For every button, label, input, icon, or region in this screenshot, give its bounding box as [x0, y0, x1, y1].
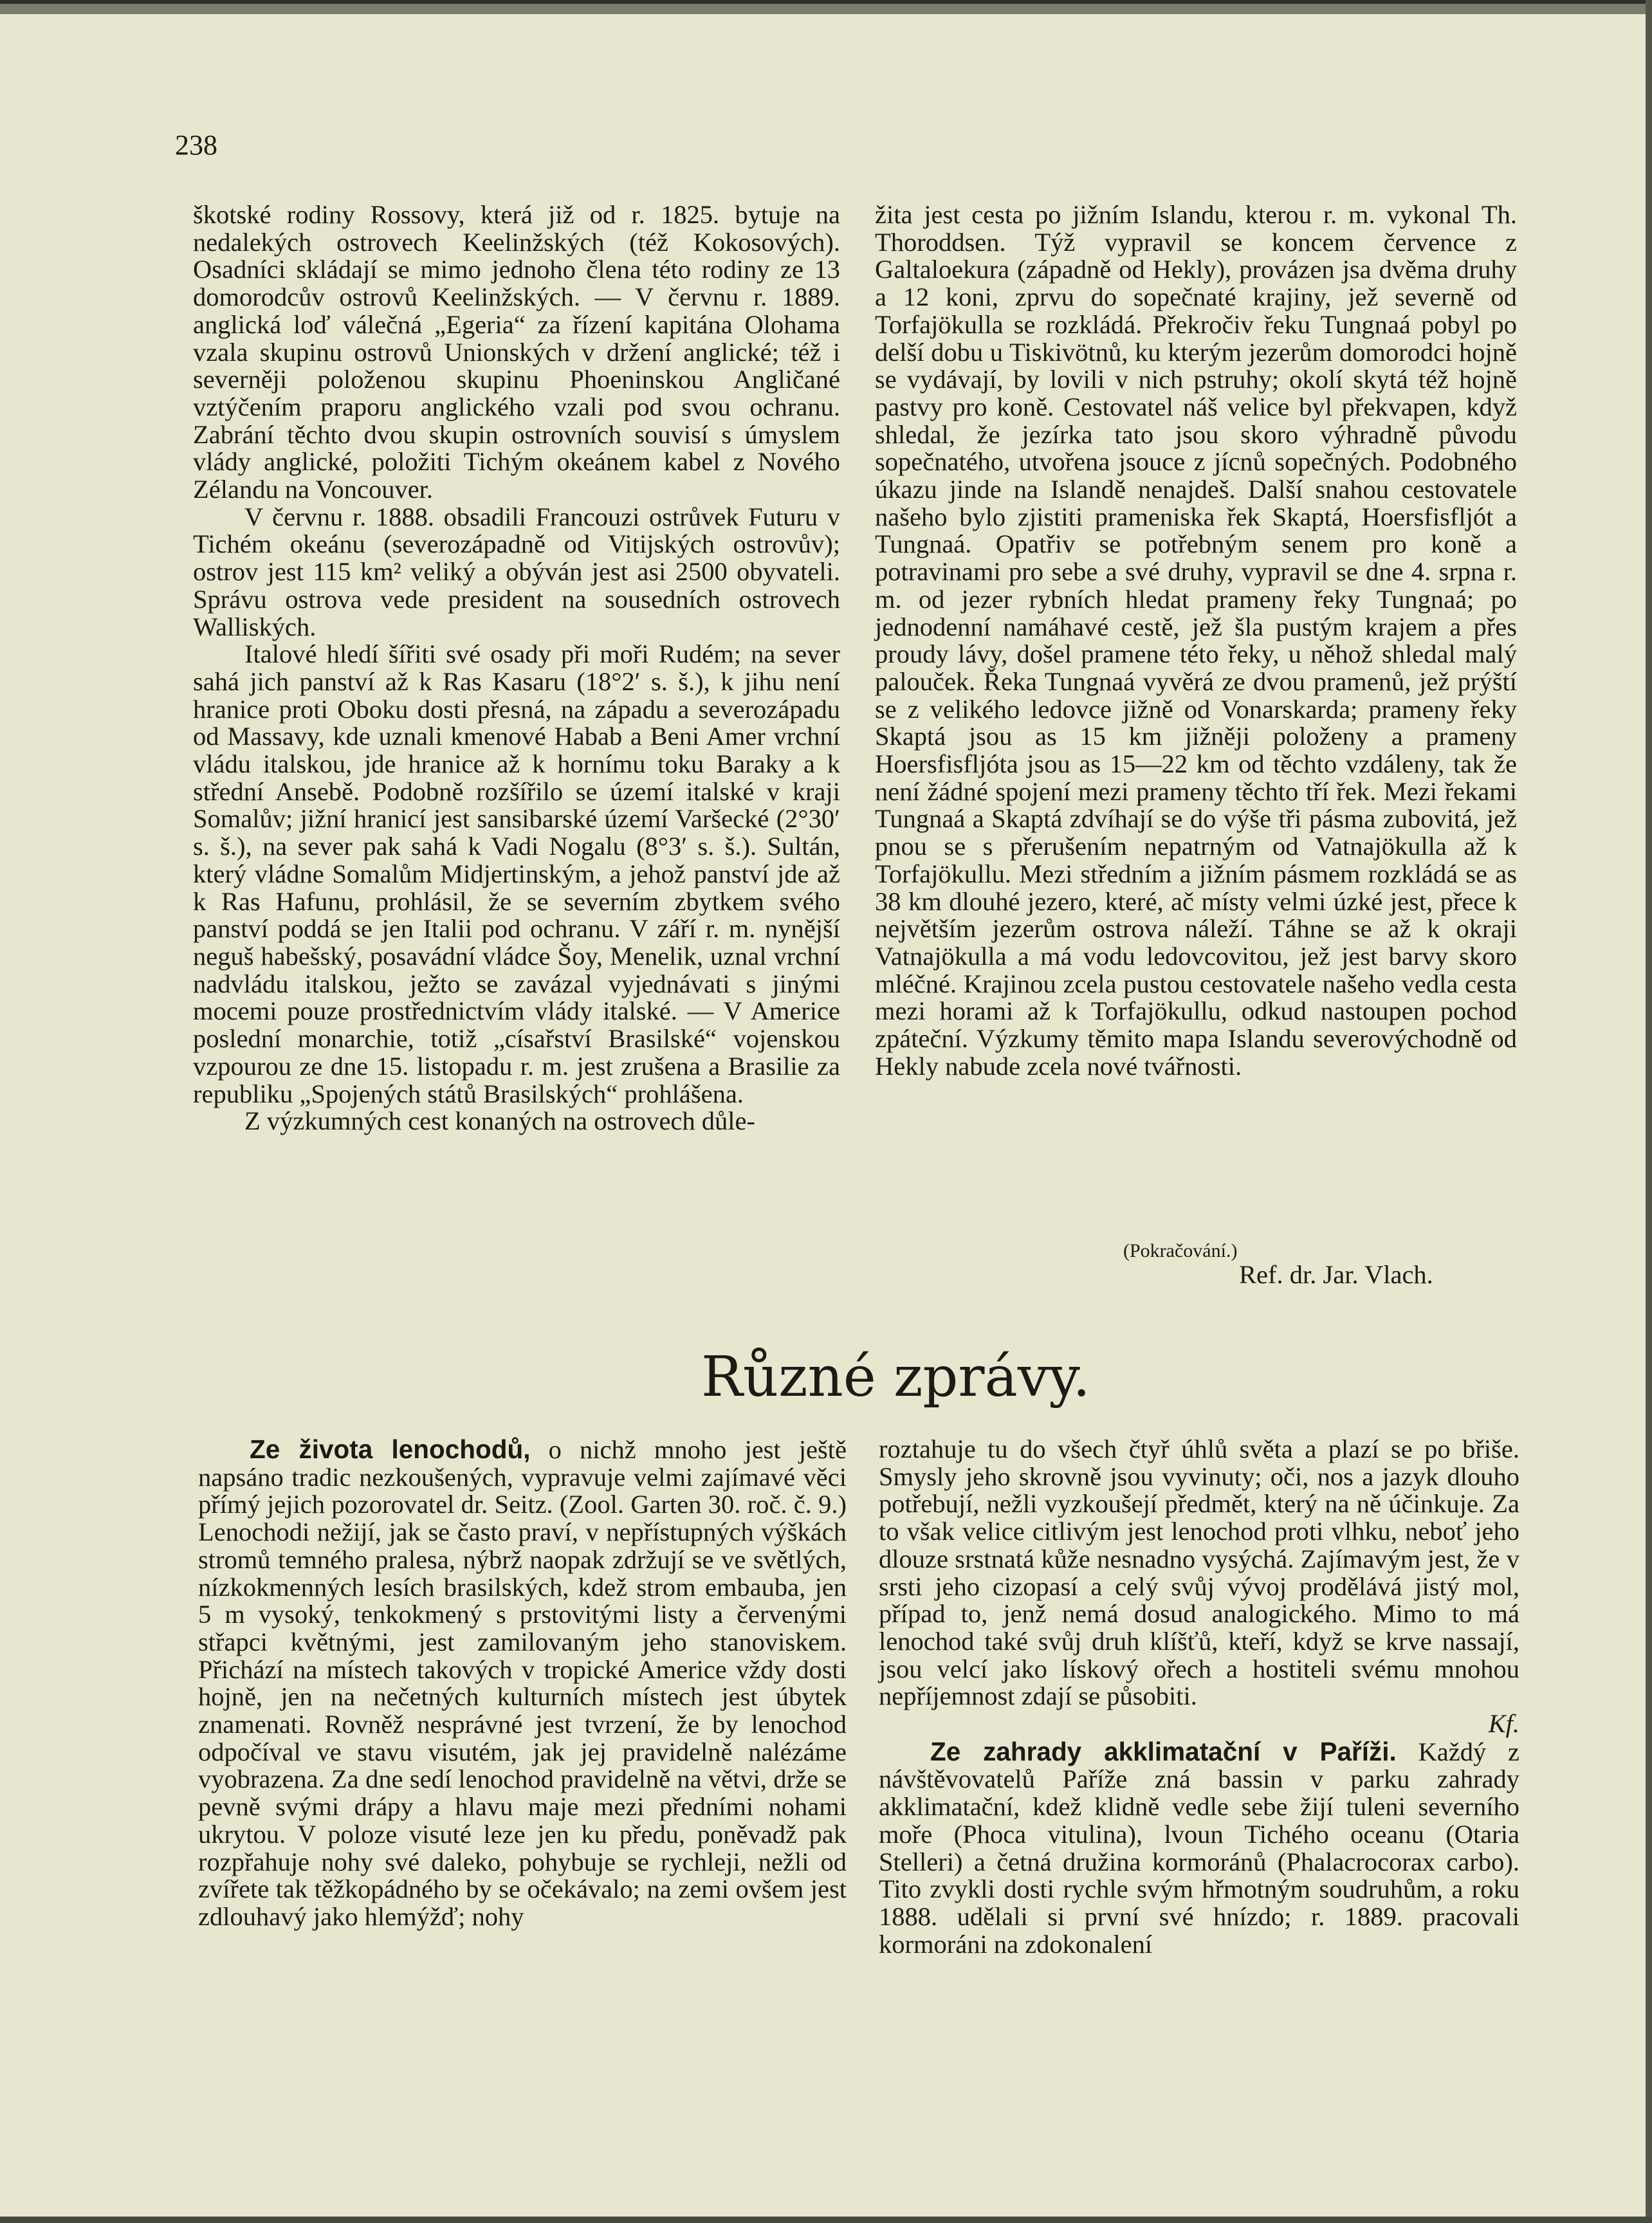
- article-signature: Ref. dr. Jar. Vlach.: [1239, 1260, 1433, 1289]
- article-paragraph: žita jest cesta po jižním Islandu, kterou r. m. vykonal Th. Thoroddsen. Týž vypravil se koncem července z Galtaloekura (západně od Hekly), provázen jsa dvěma druhy a 12 koni, zprvu do sopečnaté krajiny, jež severně od Torfajökulla se rozkládá. Překročiv řeku Tungnaá pobyl po delší dobu u Tiskivötnů, ku kterým jezerům domorodci hojně se vydávají, by lovili v nich pstruhy; okolí skytá též hojně pastvy pro koně. Cestovatel náš velice byl překvapen, když shledal, že jezírka tato jsou skoro výhradně původu sopečnatého, utvořena jsouce z jícnů sopečných. Podobného úkazu jinde na Islandě nenajdeš. Další snahou cestovatele našeho bylo zjistiti prameniska řek Skaptá, Hoersfisfljót a Tungnaá. Opatřiv se potřebným senem pro koně a potravinami pro sebe a své druhy, vypravil se dne 4. srpna r. m. od jezer rybních hledat prameny řeky Tungnaá; po jednodenní namáhavé cestě, jež šla pustým krajem a přes proudy lávy, došel pramene této řeky, u něhož shledal malý palouček. Řeka Tungnaá vyvěrá ze dvou pramenů, jež prýští se z velikého ledovce jižně od Vonarskarda; prameny řeky Skaptá jsou as 15 km jižněji položeny a prameny Hoersfisfljóta jsou as 15—22 km od těchto vzdáleny, tak že není žádné spojení mezi prameny těchto tří řek. Mezi řekami Tungnaá a Skaptá zdvíhají se do výše tři pásma zubovitá, jež pnou se s přerušením nepatrným od Vatnajökulla až k Torfajökullu. Mezi středním a jižním pásmem rozkládá se as 38 km dlouhé jezero, které, ač místy velmi úzké jest, přece k největším jezerům ostrova náleží. Táhne se až k okraji Vatnajökulla a má vodu ledovcovitou, jež jest barvy skoro mléčné. Krajinou zcela pustou cestovatele našeho vedla cesta mezi horami až k Torfajökullu, odkud nastoupen pochod zpáteční. Výzkumy těmito mapa Islandu severovýchodně od Hekly nabude zcela nové tvářnosti.: [875, 200, 1517, 1081]
- news-left-column: [198, 1436, 847, 2111]
- news-item-sloths: [198, 1436, 847, 1931]
- article-paragraph: škotské rodiny Rossovy, která již od r. 1825. bytuje na nedalekých ostrovech Keelinžských (též Kokosových). Osadníci skládají se mimo jednoho člena této rodiny ze 13 domorodcův ostrovů Keelinžských. — V červnu r. 1889. anglická loď válečná „Egeria“ za řízení kapitána Olohama vzala skupinu ostrovů Unionských v držení anglické; též i severněji položenou skupinu Phoeninskou Angličané vztýčením praporu anglického vzali pod svou ochranu. Zabrání těchto dvou skupin ostrovních souvisí s úmyslem vlády anglické, položiti Tichým okeánem kabel z Nového Zélandu na Voncouver.: [193, 200, 840, 504]
- article-paragraph: Z výzkumných cest konaných na ostrovech důle-: [244, 1106, 756, 1136]
- news-item-text: Každý z návštěvovatelů Paříže zná bassin v parku zahrady akklimatační, kdež klidně vedle sebe žijí tuleni severního moře (Phoca vitulina), lvoun Tichého oceanu (Otaria Stelleri) a četná družina kormoránů (Phalacrocorax carbo). Tito zvykli dosti rychle svým hřmotným soudruhům, a roku 1888. udělali si první své hnízdo; r. 1889. pracovali kormoráni na zdokonalení: [879, 1737, 1519, 1959]
- article-right-column: [875, 201, 1517, 1295]
- news-item-text: o nichž mnoho jest ještě napsáno tradic nezkoušených, vypravuje velmi zajímavé věci přímý jejich pozorovatel dr. Seitz. (Zool. Garten 30. roč. č. 9.) Lenochodi nežijí, jak se často praví, v nepřístupných výškách stromů temného pralesa, nýbrž naopak zdržují se ve světlých, nízkokmenných lesích brasilských, kdež strom embauba, jen 5 m vysoký, tenkokmený s prstovitými listy a červenými střapci květnými, jest zamilovaným jeho stanoviskem. Přichází na místech takových v tropické Americe vždy dosti hojně, jen na nečetných kulturních místech jest úbytek znamenati. Rovněž nesprávné jest tvrzení, že by lenochod odpočíval ve stavu visutém, jak jej pravidelně nalézáme vyobrazena. Za dne sedí lenochod pravidelně na větvi, drže se pevně svými drápy a hlavu maje mezi předními nohami ukrytou. V poloze visuté leze jen ku předu, poněvadž pak rozpřahuje nohy své daleko, pohybuje se rychleji, nežli od zvířete tak těžkopádného by se očekávalo; na zemi ovšem jest zdlouhavý jako hlemýžď; nohy: [198, 1435, 847, 1931]
- article-paragraph: Italové hledí šířiti své osady při moři Rudém; na sever sahá jich panství až k Ras Kasaru (18°2′ s. š.), k jihu není hranice proti Oboku dosti přesná, na západu a severozápadu od Massavy, kde uznali kmenové Habab a Beni Amer vrchní vládu italskou, jde hranice až k hornímu toku Baraky a k střední Ansebě. Podobně rozšířilo se území italské v kraji Somalův; jižní hranicí jest sansibarské území Varšecké (2°30′ s. š.), na sever pak sahá k Vadi Nogalu (8°3′ s. š.). Sultán, který vládne Somalům Midjertinským, a jehož panství jde až k Ras Hafunu, prohlásil, že se severním zbytkem svého panství poddá se jen Italii pod ochranu. V září r. m. nynější neguš habešský, posavádní vládce Šoy, Menelik, uznal vrchní nadvládu italskou, ježto se zavázal vyjednávati s jinými mocemi pouze prostřednictvím vlády italské. — V Americe poslední monarchie, totiž „císařství Brasilské“ vojenskou vzpourou ze dne 15. listopadu r. m. jest zrušena a Brasilie za republiku „Spojených států Brasilských“ prohlášena.: [193, 639, 840, 1108]
- news-item-text: roztahuje tu do všech čtyř úhlů světa a plazí se po břiše. Smysly jeho skrovně jsou vyvinuty; oči, nos a jazyk dlouho potřebují, nežli vyzkoušejí předmět, který na ně účinkuje. Za to však velice citlivým jest lenochod proti vlhku, neboť jeho dlouze srstnatá kůže nesnadno vysýchá. Zajímavým jest, že v srsti jeho cizopasí a celý svůj vývoj prodělává jistý mol, případ to, jenž nemá dosud analogického. Mimo to má lenochod také svůj druh klíšťů, kteří, když se krve nassají, jsou velcí jako lískový ořech a hostiteli svému mnohou nepříjemnost zdají se působiti.: [879, 1434, 1519, 1711]
- news-item-signature: Kf.: [1488, 1709, 1519, 1739]
- section-heading: Různé zprávy.: [701, 1345, 1090, 1409]
- article-left-column: [193, 201, 840, 1295]
- news-item-garden: [879, 1738, 1519, 1959]
- news-right-column: [879, 1436, 1519, 2111]
- scan-right-edge: [1646, 0, 1652, 2223]
- scan-bottom-edge: [0, 2217, 1652, 2223]
- article-paragraph: V červnu r. 1888. obsadili Francouzi ostrůvek Futuru v Tichém okeánu (severozápadně od Vitijských ostrovův); ostrov jest 115 km² veliký a obýván jest asi 2500 obyvateli. Správu ostrova vede president na sousedních ostrovech Walliských.: [193, 502, 840, 641]
- continuation-note: (Pokračování.): [1123, 1240, 1238, 1261]
- news-item-title: Ze života lenochodů,: [250, 1434, 531, 1464]
- news-item-title: Ze zahrady akklimatační v Paříži.: [930, 1736, 1397, 1766]
- page-number: 238: [175, 129, 217, 161]
- scan-top-edge: [0, 0, 1652, 4]
